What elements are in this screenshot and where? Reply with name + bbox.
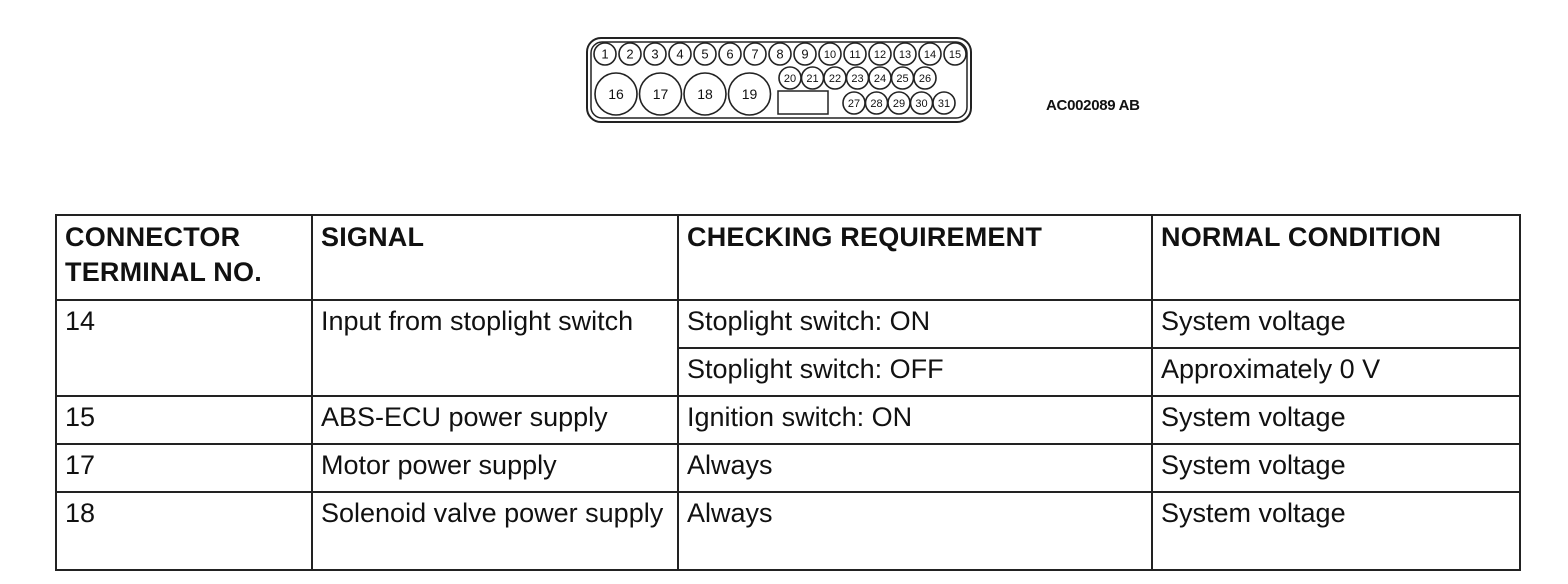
cell-signal: Input from stoplight switch (312, 300, 678, 396)
svg-text:3: 3 (651, 46, 659, 62)
connector-pin-29 (888, 92, 910, 114)
svg-text:18: 18 (697, 86, 713, 103)
cell-terminal: 14 (56, 300, 312, 396)
connector-pin-2 (619, 43, 641, 65)
table-row (56, 492, 1520, 570)
cell-signal: Solenoid valve power supply (312, 492, 678, 570)
connector-pin-28 (866, 92, 888, 114)
table-row (56, 300, 1520, 348)
connector-pin-20 (779, 67, 801, 89)
svg-text:8: 8 (776, 46, 784, 62)
cell-requirement: Always (678, 444, 1152, 492)
connector-pin-24 (869, 67, 891, 89)
cell-condition: Approximately 0 V (1152, 348, 1520, 396)
connector-pin-4 (669, 43, 691, 65)
connector-pin-6 (719, 43, 741, 65)
cell-requirement: Stoplight switch: ON (678, 300, 1152, 348)
connector-pin-12 (869, 43, 891, 65)
cell-condition: System voltage (1152, 444, 1520, 492)
svg-text:9: 9 (801, 46, 809, 62)
header-normal: NORMAL CONDITION (1152, 215, 1520, 300)
svg-text:26: 26 (918, 72, 932, 85)
connector-diagram (585, 36, 975, 126)
header-signal: SIGNAL (312, 215, 678, 300)
connector-pin-13 (894, 43, 916, 65)
connector-pin-27 (843, 92, 865, 114)
connector-pin-31 (933, 92, 955, 114)
cell-requirement: Always (678, 492, 1152, 570)
connector-pin-30 (911, 92, 933, 114)
svg-text:22: 22 (828, 72, 842, 85)
svg-text:29: 29 (892, 97, 906, 110)
figure-code: AC002089 AB (1046, 97, 1140, 114)
connector-pin-16 (595, 73, 637, 115)
header-checking: CHECKING REQUIREMENT (678, 215, 1152, 300)
connector-pin-7 (744, 43, 766, 65)
svg-text:20: 20 (783, 72, 797, 85)
connector-pin-3 (644, 43, 666, 65)
connector-pin-10 (819, 43, 841, 65)
connector-pin-9 (794, 43, 816, 65)
connector-pin-23 (847, 67, 869, 89)
cell-terminal: 17 (56, 444, 312, 492)
svg-text:5: 5 (701, 46, 709, 62)
connector-pin-8 (769, 43, 791, 65)
cell-terminal: 15 (56, 396, 312, 444)
svg-text:13: 13 (898, 48, 912, 61)
connector-pin-26 (914, 67, 936, 89)
svg-text:17: 17 (652, 86, 669, 103)
connector-outline (585, 36, 975, 126)
svg-text:10: 10 (823, 48, 837, 61)
svg-text:6: 6 (726, 46, 734, 62)
connector-pin-18 (684, 73, 726, 115)
svg-text:2: 2 (626, 46, 634, 62)
svg-text:23: 23 (851, 72, 864, 85)
svg-text:16: 16 (608, 86, 624, 103)
svg-text:4: 4 (676, 46, 684, 62)
svg-text:12: 12 (873, 48, 887, 61)
svg-text:30: 30 (915, 97, 928, 110)
svg-text:11: 11 (849, 48, 861, 61)
cell-signal: Motor power supply (312, 444, 678, 492)
svg-text:21: 21 (806, 72, 819, 85)
connector-pin-19 (729, 73, 771, 115)
connector-pin-15 (944, 43, 966, 65)
cell-condition: System voltage (1152, 300, 1520, 348)
cell-terminal: 18 (56, 492, 312, 570)
cell-requirement: Ignition switch: ON (678, 396, 1152, 444)
connector-pin-11 (844, 43, 866, 65)
table-row (56, 396, 1520, 444)
header-terminal: CONNECTOR TERMINAL NO. (56, 215, 312, 300)
svg-text:25: 25 (896, 72, 909, 85)
svg-text:24: 24 (873, 72, 887, 85)
connector-pin-22 (824, 67, 846, 89)
connector-key-slot (778, 91, 828, 114)
table-header-row (56, 215, 1520, 300)
svg-text:14: 14 (923, 48, 937, 61)
connector-pin-17 (640, 73, 682, 115)
terminal-table (55, 214, 1521, 571)
svg-text:1: 1 (601, 46, 609, 62)
connector-pin-14 (919, 43, 941, 65)
cell-signal: ABS-ECU power supply (312, 396, 678, 444)
connector-pin-1 (594, 43, 616, 65)
cell-condition: System voltage (1152, 396, 1520, 444)
connector-pin-25 (892, 67, 914, 89)
cell-condition: System voltage (1152, 492, 1520, 570)
svg-text:28: 28 (870, 97, 883, 110)
table-row (56, 444, 1520, 492)
svg-text:7: 7 (751, 46, 759, 62)
connector-pin-5 (694, 43, 716, 65)
cell-requirement: Stoplight switch: OFF (678, 348, 1152, 396)
svg-text:31: 31 (937, 97, 951, 110)
connector-pin-21 (802, 67, 824, 89)
svg-text:27: 27 (847, 97, 861, 110)
svg-text:15: 15 (948, 48, 962, 61)
svg-text:19: 19 (741, 86, 758, 103)
